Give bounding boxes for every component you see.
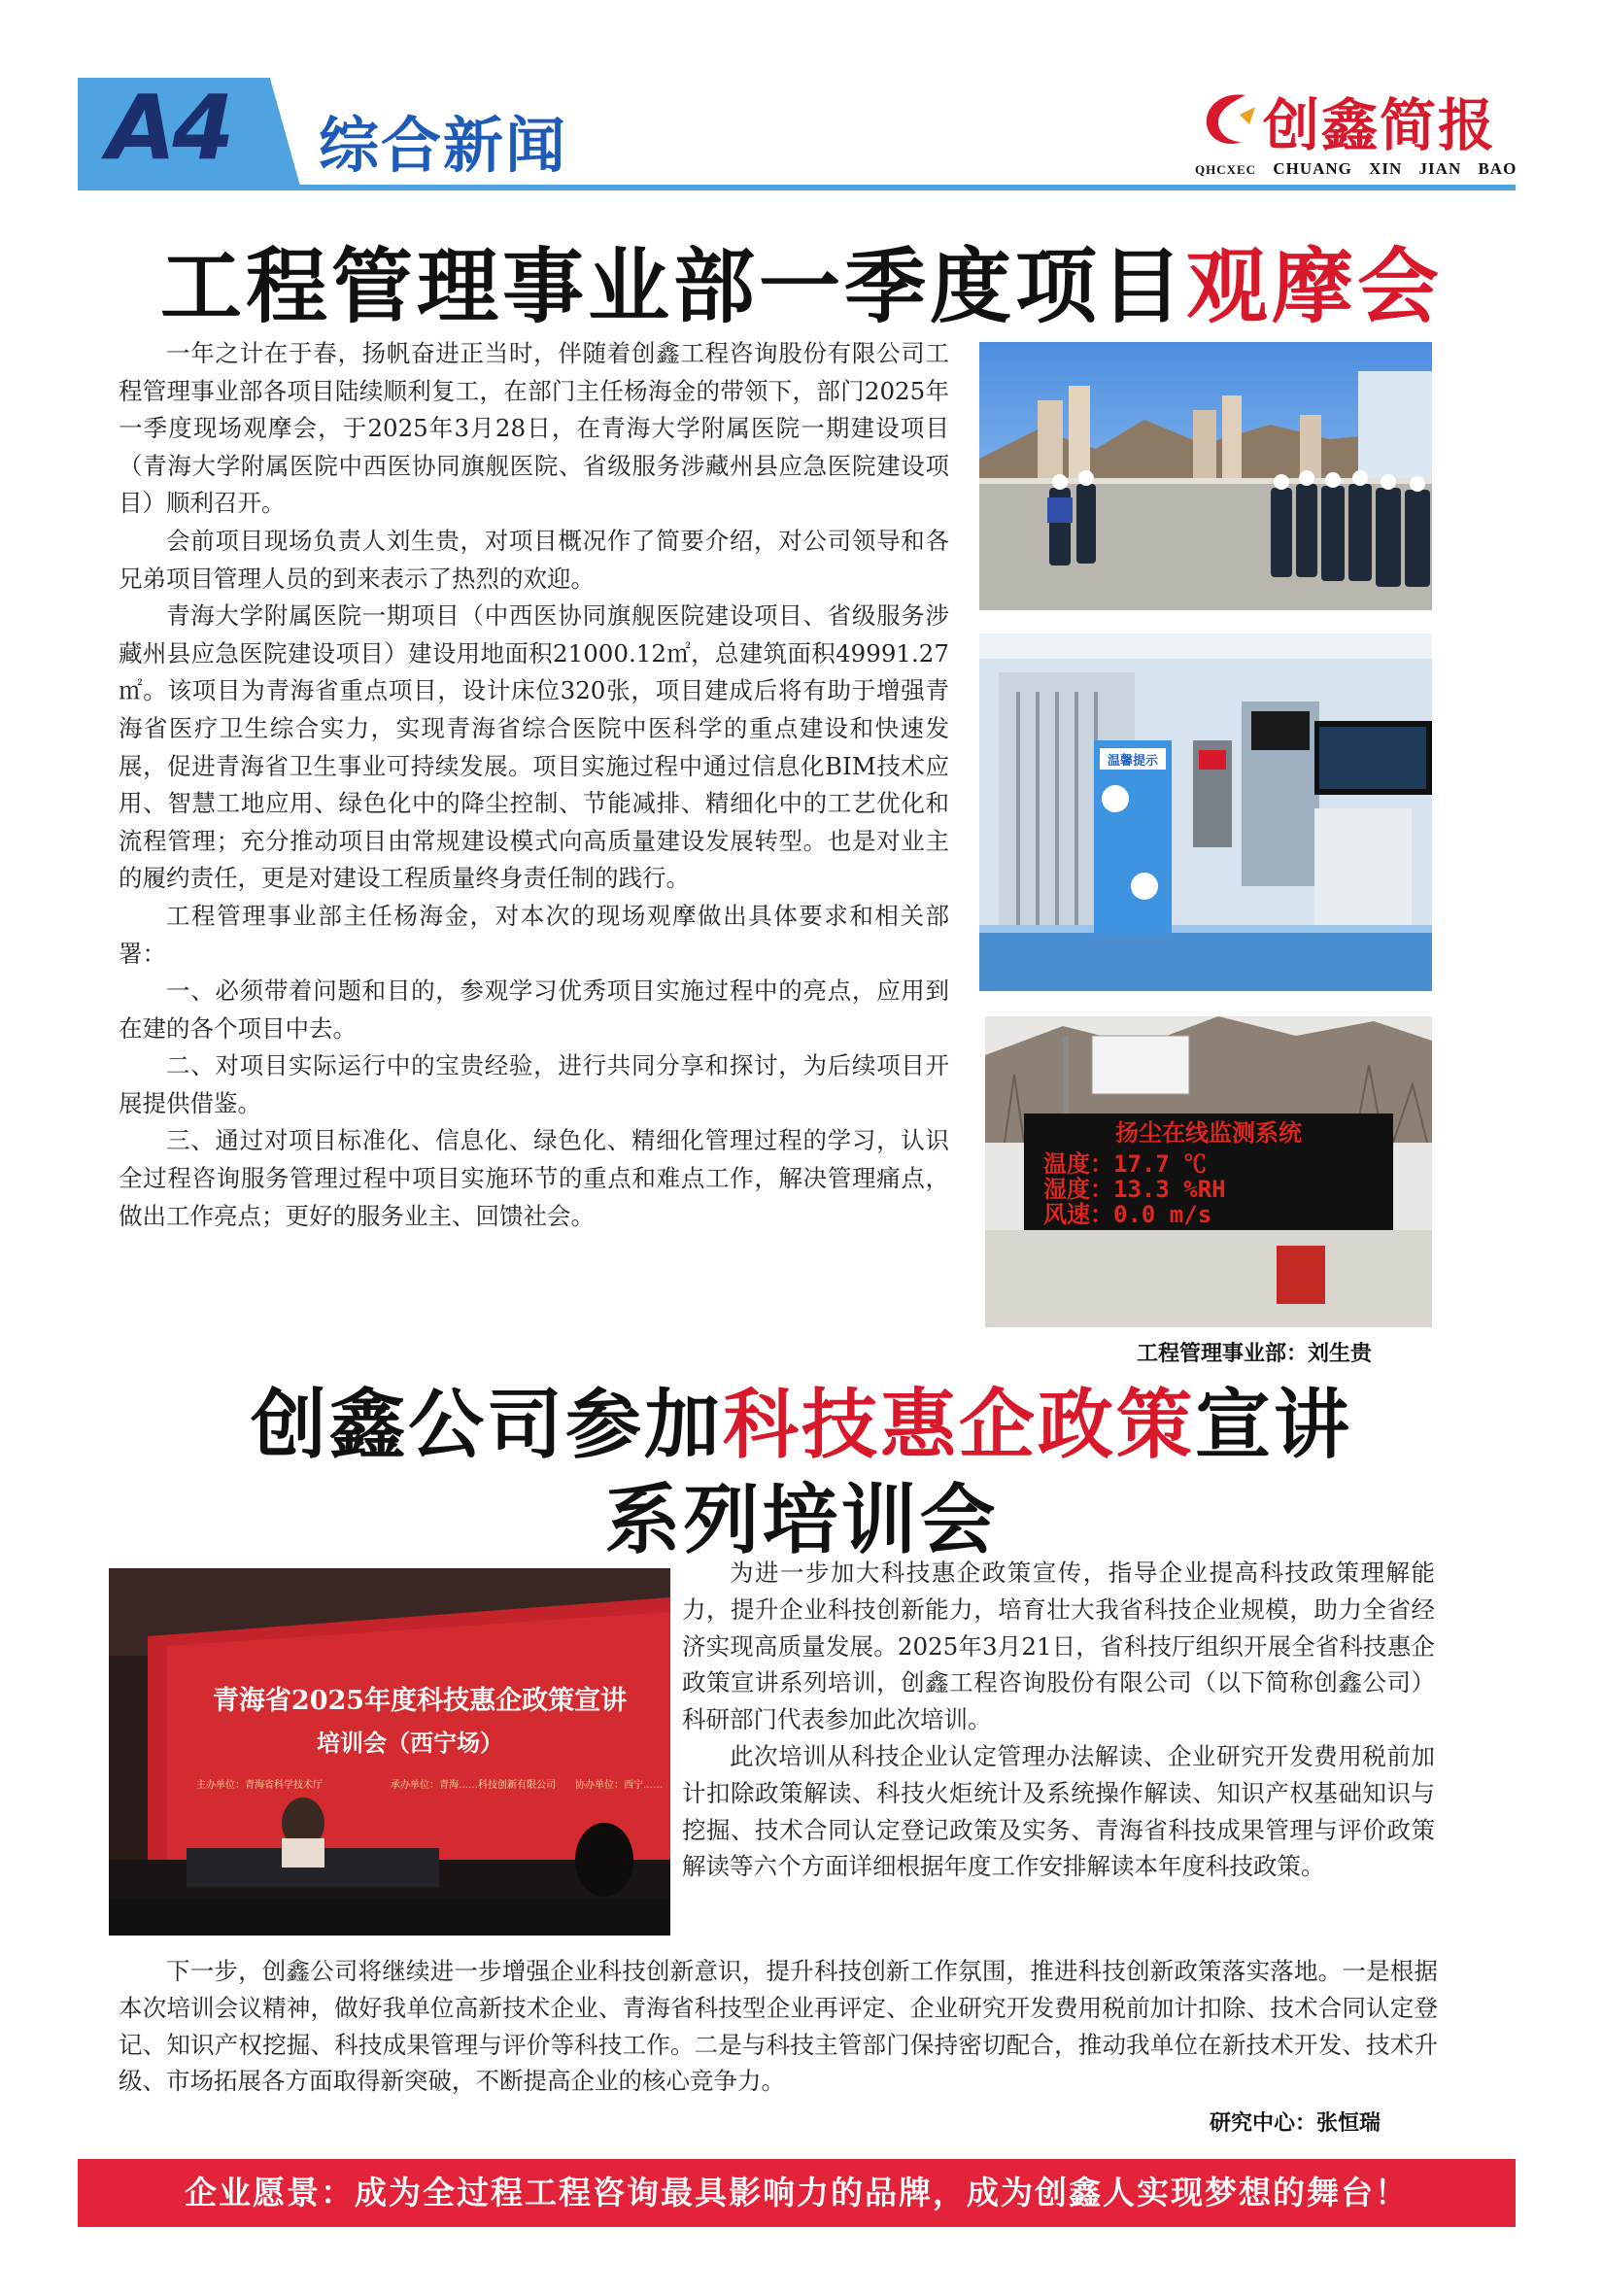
article1-paragraph: 会前项目现场负责人刘生贵，对项目概况作了简要介绍，对公司领导和各兄弟项目管理人员的到来表示了热烈的欢迎。 <box>119 526 949 593</box>
brand-sub-word: BAO <box>1478 159 1518 178</box>
article1-title-red: 观摩会 <box>1186 239 1444 334</box>
brand-sub-word: JIAN <box>1418 159 1462 178</box>
article1-title <box>0 222 1603 339</box>
article2-title-black: 创鑫公司参加 <box>250 1382 723 1469</box>
training-session-photo <box>109 1568 670 1936</box>
brand-sub-word: CHUANG <box>1273 159 1352 178</box>
page-header <box>0 0 1603 194</box>
training-session-illustration <box>109 1568 670 1936</box>
screen-host: 主办单位：青海省科学技术厅 <box>196 1780 323 1791</box>
brand-subtitle <box>1195 159 1516 179</box>
article1-paragraph: 工程管理事业部主任杨海金，对本次的现场观摩做出具体要求和相关部署： <box>119 901 949 968</box>
article2-title-black-end: 宣讲 <box>1195 1382 1353 1469</box>
site-entrance-photo <box>979 634 1432 991</box>
screen-organizer: 承办单位：青海……科技创新有限公司 <box>391 1780 556 1791</box>
article2-bottom-text <box>119 1953 1438 2100</box>
article1-paragraph: 三、通过对项目标准化、信息化、绿色化、精细化管理过程的学习，认识全过程咨询服务管理过程中项目实施环节的重点和难点工作，解决管理痛点，做出工作亮点；更好的服务业主、回馈社会。 <box>119 1126 949 1230</box>
article1-paragraph: 青海大学附属医院一期项目（中西医协同旗舰医院建设项目、省级服务涉藏州县应急医院建设项目）建设用地面积21000.12㎡，总建筑面积49991.27㎡。该项目为青海省重点项目，设计床位320张，项目建成后将有助于增强青海省医疗卫生综合实力，实现青海省综合医院中医科学的重点建设和快速发展，促进青海省卫生事业可持续发展。项目实施过程中通过信息化BIM技术应用、智慧工地应用、绿色化中的降尘控制、节能减排、精细化中的工艺优化和流程管理；充分推动项目由常规建设模式向高质量建设发展转型。也是对业主的履约责任，更是对建设工程质量终身责任制的践行。 <box>119 601 949 893</box>
led-line-title: 扬尘在线监测系统 <box>1115 1119 1302 1147</box>
article1-byline: 工程管理事业部：刘生贵 <box>1137 1342 1373 1366</box>
brand-sub-word: XIN <box>1369 159 1403 178</box>
section-title: 综合新闻 <box>319 110 568 181</box>
article1-paragraph: 一年之计在于春，扬帆奋进正当时，伴随着创鑫工程咨询股份有限公司工程管理事业部各项目陆续顺利复工，在部门主任杨海金的带领下，部门2025年一季度现场观摩会，于2025年3月28日，在青海大学附属医院一期建设项目（青海大学附属医院中西医协同旗舰医院、省级服务涉藏州县应急医院建设项目）顺利召开。 <box>119 339 949 518</box>
article2-paragraph: 为进一步加大科技惠企政策宣传，指导企业提高科技政策理解能力，提升企业科技创新能力，培育壮大我省科技企业规模，助力全省经济实现高质量发展。2025年3月21日，省科技厅组织开展全省科技惠企政策宣讲系列培训，创鑫工程咨询股份有限公司（以下简称创鑫公司）科研部门代表参加此次培训。 <box>682 1559 1435 1734</box>
site-entrance-illustration <box>979 634 1432 991</box>
article1-body <box>119 335 949 1235</box>
led-line-temp: 温度：17.7 ℃ <box>1043 1150 1208 1178</box>
article1-title-black: 工程管理事业部一季度项目 <box>159 239 1186 334</box>
vision-banner: 企业愿景：成为全过程工程咨询最具影响力的品牌，成为创鑫人实现梦想的舞台！ <box>78 2159 1516 2227</box>
article1-paragraph: 二、对项目实际运行中的宝贵经验，进行共同分享和探讨，为后续项目开展提供借鉴。 <box>119 1051 949 1117</box>
screen-coorganizer: 协办单位：西宁…… <box>575 1780 663 1791</box>
dust-monitor-photo <box>985 1016 1432 1327</box>
screen-title-1: 青海省2025年度科技惠企政策宣讲 <box>212 1686 628 1716</box>
brand-logo-icon <box>1195 86 1263 154</box>
dust-monitor-illustration <box>985 1016 1432 1327</box>
screen-title-2: 培训会（西宁场） <box>317 1729 503 1757</box>
site-visit-illustration <box>979 342 1432 610</box>
article2-title <box>0 1378 1603 1568</box>
brand-block <box>1195 80 1516 177</box>
article1-paragraph: 一、必须带着问题和目的，参观学习优秀项目实施过程中的亮点，应用到在建的各个项目中去。 <box>119 977 949 1043</box>
brand-name: 创鑫简报 <box>1263 92 1497 158</box>
article2-title-red: 科技惠企政策 <box>722 1382 1195 1469</box>
header-rule <box>78 185 1516 190</box>
article2-title-line2: 系列培训会 <box>604 1477 999 1564</box>
led-line-humidity: 湿度：13.3 %RH <box>1043 1176 1226 1203</box>
page-label: A4 <box>107 76 231 180</box>
article2-byline: 研究中心：张恒瑞 <box>1210 2111 1381 2136</box>
led-line-wind: 风速：0.0 m/s <box>1043 1201 1212 1228</box>
notice-sign-text: 温馨提示 <box>1107 754 1159 769</box>
brand-sub-word: QHCXEC <box>1195 162 1257 177</box>
article2-paragraph: 下一步，创鑫公司将继续进一步增强企业科技创新意识，提升科技创新工作氛围，推进科技创新政策落实落地。一是根据本次培训会议精神，做好我单位高新技术企业、青海省科技型企业再评定、企业研究开发费用税前加计扣除、技术合同认定登记、知识产权挖掘、科技成果管理与评价等科技工作。二是与科技主管部门保持密切配合，推动我单位在新技术开发、技术升级、市场拓展各方面取得新突破，不断提高企业的核心竞争力。 <box>119 1957 1438 2096</box>
article2-paragraph: 此次培训从科技企业认定管理办法解读、企业研究开发费用税前加计扣除政策解读、科技火炬统计及系统操作解读、知识产权基础知识与挖掘、技术合同认定登记政策及实务、青海省科技成果管理与评价政策解读等六个方面详细根据年度工作安排解读本年度科技政策。 <box>682 1741 1435 1881</box>
site-visit-photo <box>979 342 1432 610</box>
article2-side-text <box>682 1555 1435 1885</box>
